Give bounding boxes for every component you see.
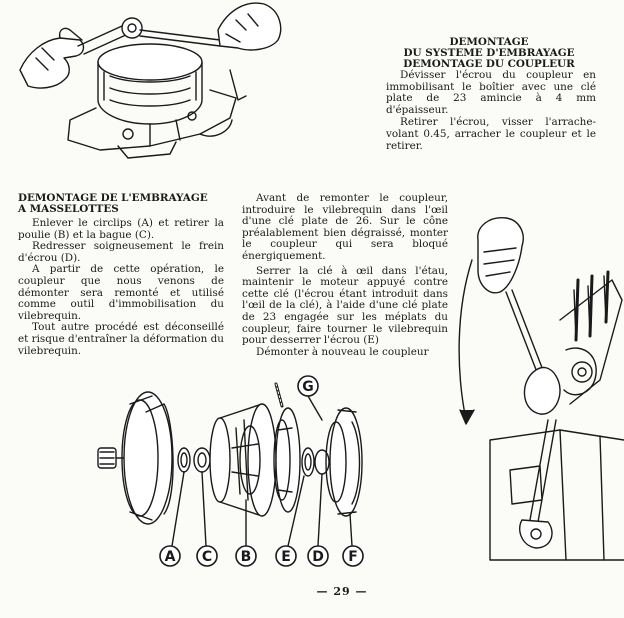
title-line-3: DEMONTAGE DU COUPLEUR [403,58,575,71]
label-b: B [240,549,252,565]
label-f: F [348,549,358,565]
paragraph: Serrer la clé à œil dans l'étau, maintenir le moteur appuyé contre cette clé (l'écrou étant introduit dans l'œil de la clé), à l'aide d'une clé plate de 23 engagée sur les méplats du coupleur, faire tourner le vilebrequin pour desserrer l'écrou (E) [242,264,448,347]
paragraph: Redresser soigneusement le frein d'écrou (D). [18,240,224,264]
page-number: — 29 — [316,585,368,598]
paragraph: Enlever le circlips (A) et retirer la poulie (B) et la bague (C). [18,217,224,241]
paragraph: Dévisser l'écrou du coupleur en immobilisant le boîtier avec une clé plate de 23 amincie à 4 mm d'épaisseur. [386,69,596,116]
paragraph: Retirer l'écrou, visser l'arrache-volant 0.45, arracher le coupleur et le retirer. [386,116,596,152]
title-line-2: DU SYSTEME D'EMBRAYAGE [403,47,575,60]
label-e: E [281,549,291,565]
title-line-1: DEMONTAGE [449,36,529,48]
paragraph: Démonter à nouveau le coupleur [256,345,429,358]
paragraph: Tout autre procédé est déconseillé et risque d'entraîner la déformation du vilebrequin. [18,321,224,357]
title-line-2: A MASSELOTTES [18,203,119,216]
title-line-1: DEMONTAGE DE L'EMBRAYAGE [18,192,208,204]
paragraph: Avant de remonter le coupleur, introduire le vilebrequin dans l'œil d'une clé plate de 26. Sur le cône préalablement bien dégraissé, monter le coupleur qui sera bloqué énergiquement. [242,192,448,262]
paragraph: A partir de cette opération, le coupleur que nous venons de démonter sera remonté et utilisé comme outil d'immobilisation du vilebrequin. [18,263,224,322]
label-a: A [164,549,176,565]
label-c: C [201,549,213,565]
label-g: G [302,379,314,395]
label-d: D [312,549,324,565]
